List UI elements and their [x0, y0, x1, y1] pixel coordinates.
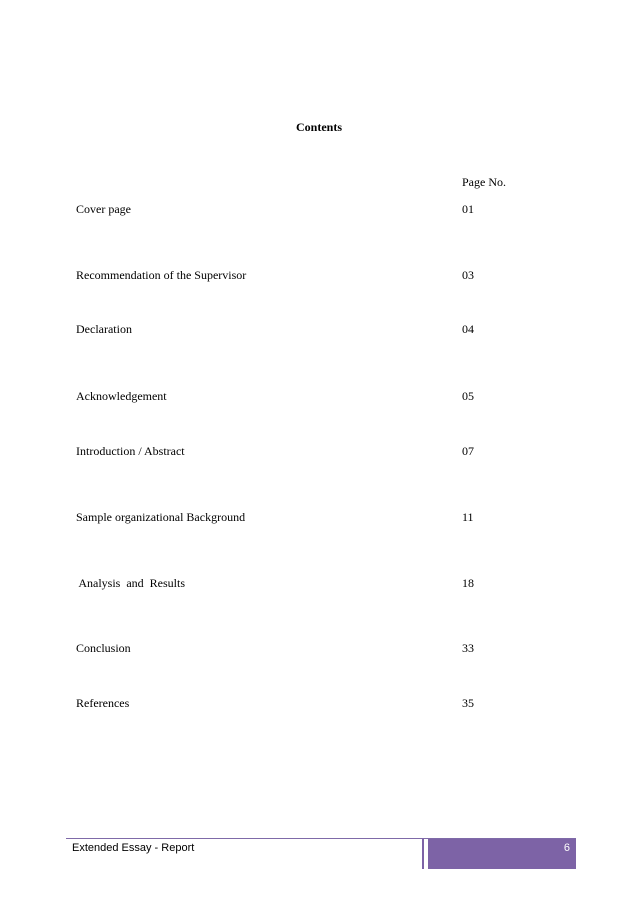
toc-entry-label: Cover page [76, 202, 131, 216]
toc-entry-page: 05 [462, 389, 474, 403]
toc-entry-label: References [76, 696, 130, 710]
footer-page-number: 6 [563, 842, 570, 854]
toc-entry [76, 322, 576, 338]
toc-entry-label: Sample organizational Background [76, 510, 246, 524]
footer-title: Extended Essay - Report [72, 842, 195, 854]
toc-entry [76, 696, 576, 712]
toc-entry-page: 07 [462, 444, 474, 458]
toc-entry [76, 444, 576, 460]
toc-entry-label: Declaration [76, 322, 132, 336]
contents-title: Contents [295, 120, 342, 134]
toc-entry [76, 510, 576, 526]
footer-page-box [428, 839, 576, 869]
toc-entry-label: Analysis and Results [76, 576, 186, 590]
toc-entry-label: Introduction / Abstract [76, 444, 185, 458]
toc-entry-label: Acknowledgement [76, 389, 167, 403]
toc-entry [76, 202, 576, 218]
toc-entry [76, 576, 576, 592]
footer-accent-stripe [422, 839, 424, 869]
toc-entry-page: 01 [462, 202, 474, 216]
page-no-header: Page No. [462, 175, 506, 189]
toc-entry-page: 35 [462, 696, 474, 710]
toc-entry [76, 268, 576, 284]
toc-entry-page: 04 [462, 322, 474, 336]
toc-entry [76, 641, 576, 657]
toc-entry-page: 33 [462, 641, 474, 655]
toc-entry-label: Conclusion [76, 641, 131, 655]
toc-entry-label: Recommendation of the Supervisor [76, 268, 247, 282]
toc-entry [76, 389, 576, 405]
toc-entry-page: 03 [462, 268, 474, 282]
toc-entry-page: 11 [462, 510, 474, 524]
toc-entry-page: 18 [462, 576, 474, 590]
